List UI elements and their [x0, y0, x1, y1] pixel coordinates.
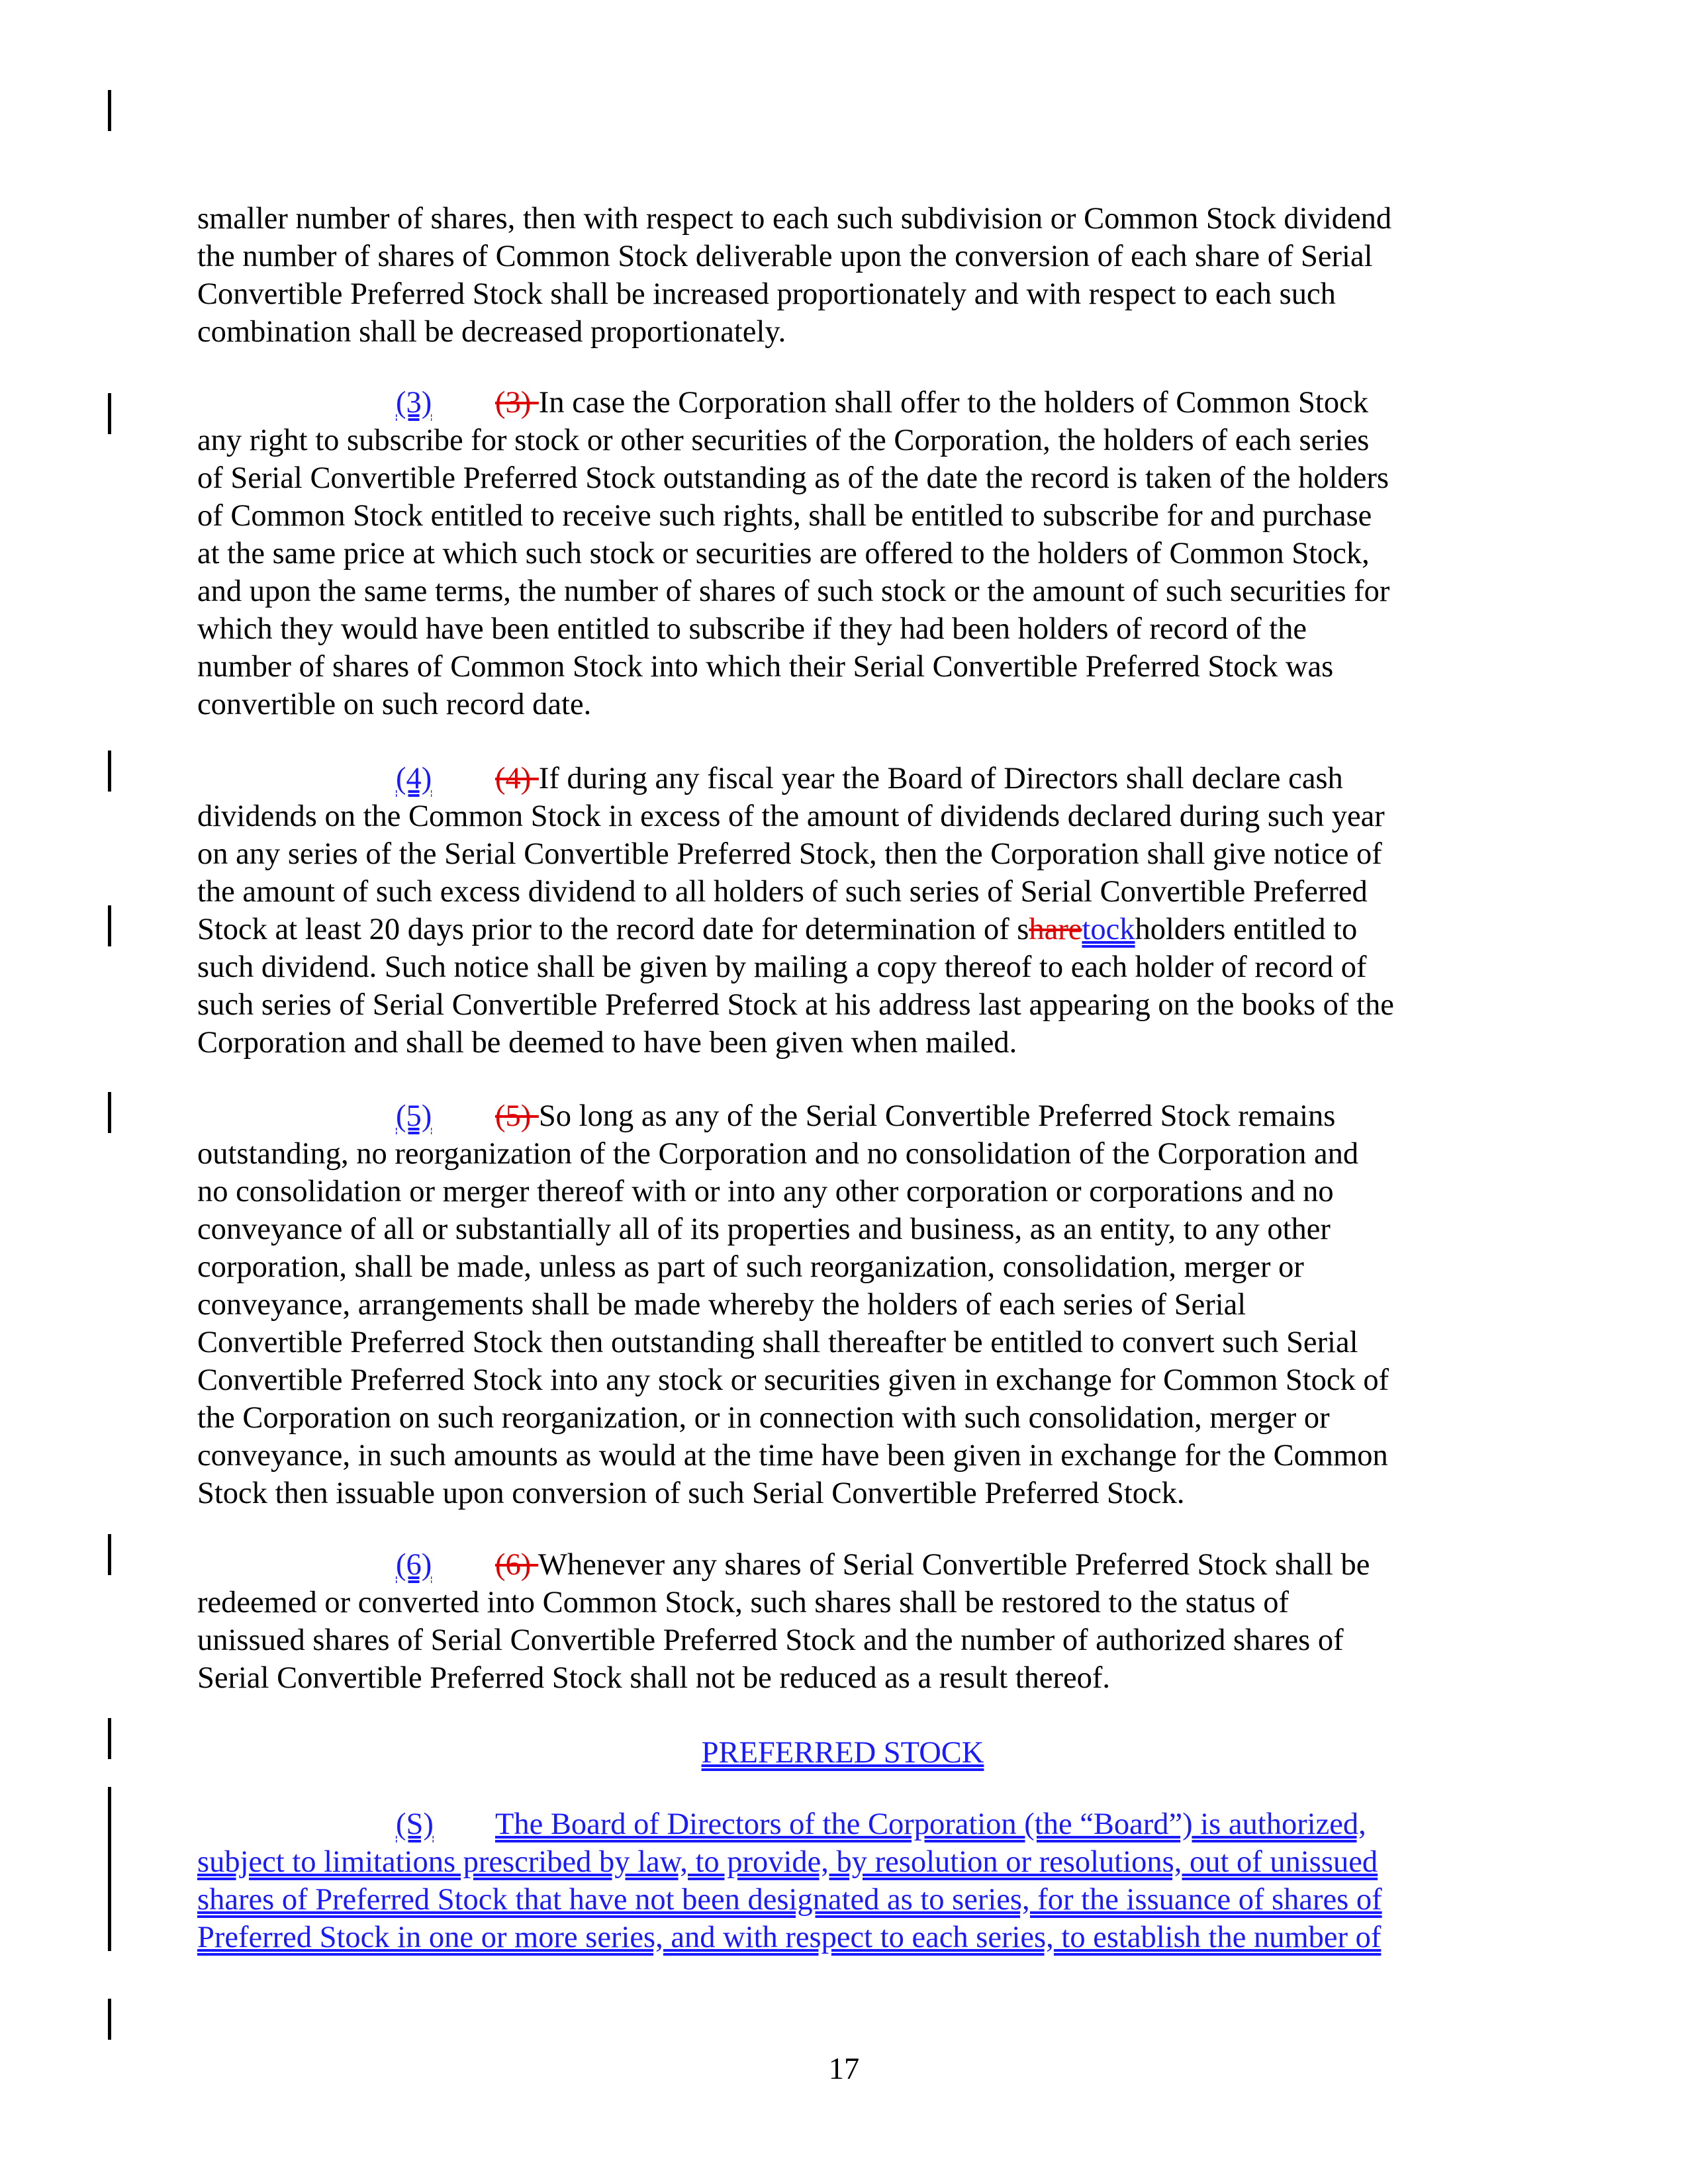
text-line: of Common Stock entitled to receive such rights, shall be entitled to subscribe for and purchase [197, 499, 1372, 533]
paragraph-first-line [197, 1805, 1488, 1843]
paragraph-first-line [197, 384, 1488, 422]
text-line: on any series of the Serial Convertible Preferred Stock, then the Corporation shall give notice of [197, 837, 1382, 871]
change-bar [108, 751, 111, 792]
text-line: no consolidation or merger thereof with or into any other corporation or corporations and no [197, 1175, 1334, 1208]
text-line: any right to subscribe for stock or other securities of the Corporation, the holders of each series [197, 424, 1370, 457]
first-line-text: The Board of Directors of the Corporation (the “Board”) is authorized, [495, 1807, 1366, 1841]
text-line: of Serial Convertible Preferred Stock outstanding as of the date the record is taken of the holders [197, 461, 1389, 495]
paragraph-first-line [197, 1097, 1488, 1135]
deleted-marker: (6) [495, 1548, 539, 1582]
text-line: corporation, shall be made, unless as part of such reorganization, consolidation, merger or [197, 1250, 1304, 1284]
paragraph-S [197, 1805, 1488, 1956]
text-line: Corporation and shall be deemed to have been given when mailed. [197, 1026, 1017, 1060]
text-line: subject to limitations prescribed by law, to provide, by resolution or resolutions, out of unissued [197, 1845, 1378, 1879]
first-line-text: In case the Corporation shall offer to the holders of Common Stock [538, 386, 1368, 420]
inserted-marker: (6) [396, 1548, 432, 1582]
deleted-marker: (4) [495, 762, 539, 796]
text-line: smaller number of shares, then with respect to each such subdivision or Common Stock dividend [197, 202, 1392, 236]
deleted-text: hare [1029, 913, 1082, 946]
text-line: conveyance of all or substantially all of its properties and business, as an entity, to any other [197, 1212, 1331, 1246]
paragraph-4 [197, 760, 1488, 1062]
change-bar [108, 393, 111, 434]
text-line: dividends on the Common Stock in excess of the amount of dividends declared during such year [197, 799, 1385, 833]
text-line: the Corporation on such reorganization, or in connection with such consolidation, merger or [197, 1401, 1330, 1435]
deleted-marker: (3) [495, 386, 539, 420]
text-line: such dividend. Such notice shall be given by mailing a copy thereof to each holder of record of [197, 950, 1367, 984]
section-heading [197, 1734, 1488, 1772]
text-line: unissued shares of Serial Convertible Preferred Stock and the number of authorized shares of [197, 1623, 1344, 1657]
first-line-text: If during any fiscal year the Board of Directors shall declare cash [538, 762, 1343, 796]
paragraph-6 [197, 1546, 1488, 1697]
text-line: number of shares of Common Stock into which their Serial Convertible Preferred Stock was [197, 650, 1334, 684]
inserted-marker: (3) [396, 386, 432, 420]
change-bar [108, 1092, 111, 1133]
heading-text: PREFERRED STOCK [701, 1736, 984, 1770]
inserted-marker: (4) [396, 762, 432, 796]
text-line: redeemed or converted into Common Stock, such shares shall be restored to the status of [197, 1586, 1289, 1619]
inserted-text: tock [1082, 913, 1135, 946]
text-line: shares of Preferred Stock that have not been designated as to series, for the issuance of shares of [197, 1883, 1382, 1917]
text-line: Convertible Preferred Stock shall be increased proportionately and with respect to each such [197, 277, 1336, 311]
text-line: outstanding, no reorganization of the Corporation and no consolidation of the Corporation and [197, 1137, 1359, 1171]
text-line: Convertible Preferred Stock into any stock or securities given in exchange for Common Stock of [197, 1363, 1389, 1397]
change-bar [108, 905, 111, 946]
change-bar [108, 1999, 111, 2040]
text-line: such series of Serial Convertible Preferred Stock at his address last appearing on the books of the [197, 988, 1394, 1022]
first-line-text: So long as any of the Serial Convertible Preferred Stock remains [538, 1099, 1336, 1133]
text-line: conveyance, in such amounts as would at the time have been given in exchange for the Common [197, 1439, 1388, 1473]
text-line: Convertible Preferred Stock then outstanding shall thereafter be entitled to convert such Serial [197, 1326, 1358, 1359]
text-line: which they would have been entitled to subscribe if they had been holders of record of the [197, 612, 1307, 646]
text-line: Serial Convertible Preferred Stock shall not be reduced as a result thereof. [197, 1661, 1111, 1695]
text-line: the amount of such excess dividend to all holders of such series of Serial Convertible Preferred [197, 875, 1368, 909]
paragraph-first-line [197, 1546, 1488, 1584]
revision-line [197, 911, 1488, 948]
change-bar [108, 1534, 111, 1575]
text-line: at the same price at which such stock or securities are offered to the holders of Common Stock, [197, 537, 1370, 570]
page-number: 17 [828, 2052, 860, 2086]
text-line: the number of shares of Common Stock deliverable upon the conversion of each share of Serial [197, 240, 1373, 273]
text-line: Stock then issuable upon conversion of such Serial Convertible Preferred Stock. [197, 1477, 1185, 1510]
inserted-marker: (S) [396, 1807, 434, 1841]
deleted-marker: (5) [495, 1099, 539, 1133]
change-bar [108, 90, 111, 131]
text-line: combination shall be decreased proportionately. [197, 315, 786, 349]
text-line: conveyance, arrangements shall be made whereby the holders of each series of Serial [197, 1288, 1246, 1322]
inserted-marker: (5) [396, 1099, 432, 1133]
paragraph-first-line [197, 760, 1488, 797]
text-line: and upon the same terms, the number of shares of such stock or the amount of such securities for [197, 574, 1390, 608]
paragraph-5 [197, 1097, 1488, 1512]
first-line-text: Whenever any shares of Serial Convertible Preferred Stock shall be [538, 1548, 1370, 1582]
text-line: Preferred Stock in one or more series, and with respect to each series, to establish the number of [197, 1921, 1382, 1954]
change-bar [108, 1718, 111, 1759]
paragraph-3 [197, 384, 1488, 723]
revision-text-before: Stock at least 20 days prior to the record date for determination of s [197, 913, 1029, 946]
change-bar [108, 1787, 111, 1951]
paragraph-intro [197, 200, 1488, 351]
text-line: convertible on such record date. [197, 688, 592, 721]
revision-text-after: holders entitled to [1135, 913, 1358, 946]
